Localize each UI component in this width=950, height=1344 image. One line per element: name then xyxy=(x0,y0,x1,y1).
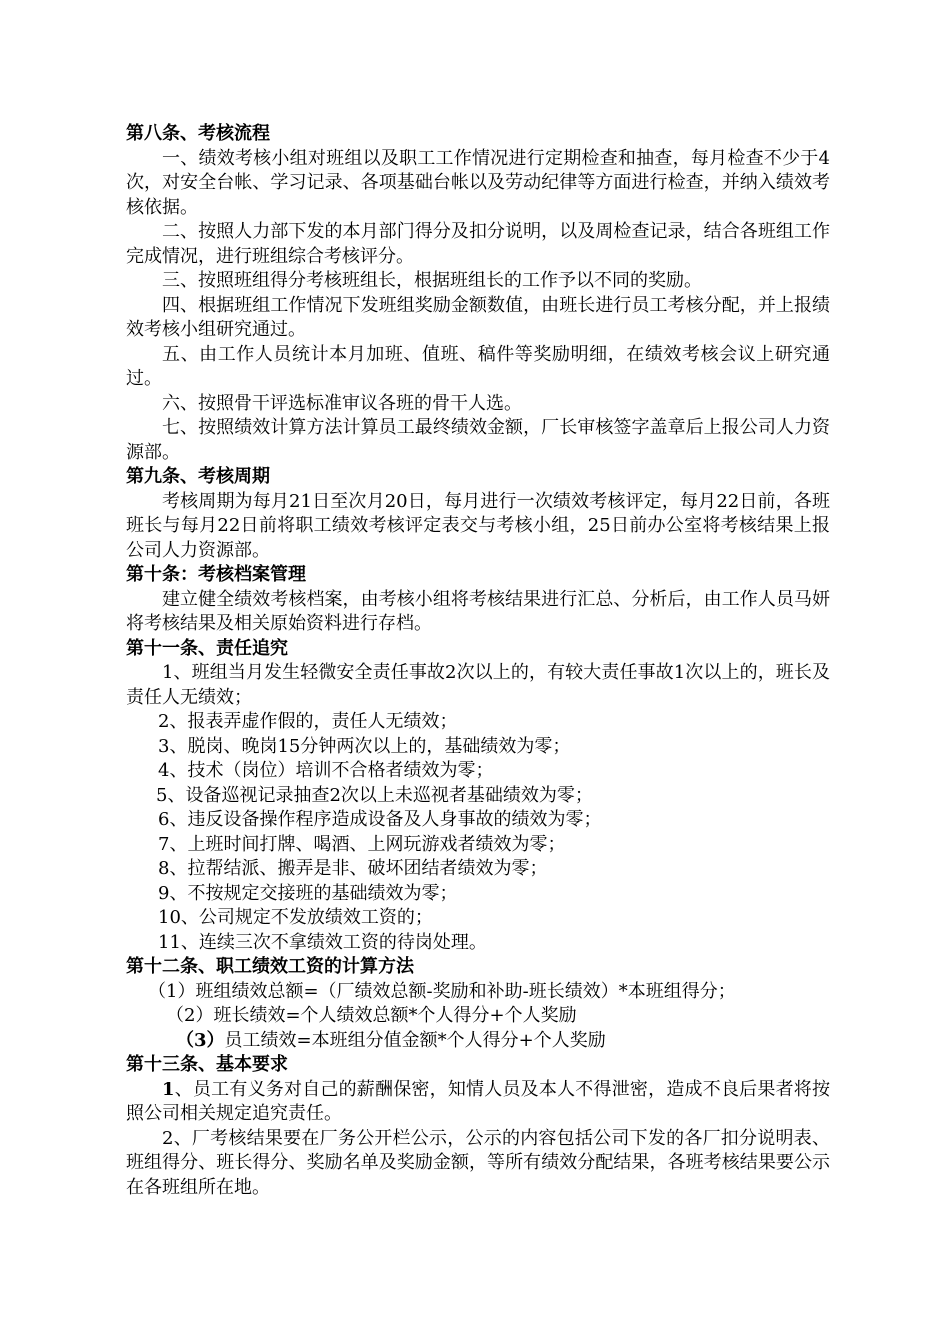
article-8-para-3: 三、按照班组得分考核班组长，根据班组长的工作予以不同的奖励。 xyxy=(162,270,702,291)
article-8-para-4: 四、根据班组工作情况下发班组奖励金额数值，由班长进行员工考核分配，并上报绩效考核小组研究通过。 xyxy=(126,294,830,340)
article-11-item-8: 8、拉帮结派、搬弄是非、破坏团结者绩效为零； xyxy=(158,858,548,879)
article-11-item-2: 2、报表弄虚作假的，责任人无绩效； xyxy=(158,711,458,732)
article-12-formula-3 xyxy=(126,1029,830,1054)
article-9-para-1: 考核周期为每月21日至次月20日，每月进行一次绩效考核评定，每月22日前，各班班长与每月22日前将职工绩效考核评定表交与考核小组，25日前办公室将考核结果上报公司人力资源部。 xyxy=(126,490,830,561)
article-12-formula-3-text: 员工绩效=本班组分值金额*个人得分+个人奖励 xyxy=(224,1029,606,1051)
article-12-formula-3-number: （3） xyxy=(176,1029,225,1051)
article-12-formula-2: （2）班长绩效=个人绩效总额*个人得分+个人奖励 xyxy=(166,1005,577,1026)
article-13-para-1 xyxy=(126,1078,830,1127)
article-11-item-4: 4、技术（岗位）培训不合格者绩效为零； xyxy=(158,760,494,781)
article-11-item-11: 11、连续三次不拿绩效工资的待岗处理。 xyxy=(158,931,487,953)
article-12-heading: 第十二条、职工绩效工资的计算方法 xyxy=(126,956,414,977)
article-11-item-3: 3、脱岗、晚岗15分钟两次以上的，基础绩效为零； xyxy=(158,735,571,757)
article-8-para-7: 七、按照绩效计算方法计算员工最终绩效金额，厂长审核签字盖章后上报公司人力资源部。 xyxy=(126,417,830,463)
article-10-heading: 第十条：考核档案管理 xyxy=(126,564,306,585)
article-11-item-9: 9、不按规定交接班的基础绩效为零； xyxy=(158,882,458,904)
article-13-para-1-number: 1 xyxy=(162,1078,175,1100)
article-11-item-5: 5、设备巡视记录抽查2次以上未巡视者基础绩效为零； xyxy=(156,784,593,806)
article-13-heading: 第十三条、基本要求 xyxy=(126,1054,288,1075)
article-11-item-10: 10、公司规定不发放绩效工资的； xyxy=(158,907,433,928)
article-8-para-2: 二、按照人力部下发的本月部门得分及扣分说明，以及周检查记录，结合各班组工作完成情况，进行班组综合考核评分。 xyxy=(126,221,830,267)
article-10-para-1: 建立健全绩效考核档案，由考核小组将考核结果进行汇总、分析后，由工作人员马妍将考核结果及相关原始资料进行存档。 xyxy=(126,588,830,634)
article-9-heading: 第九条、考核周期 xyxy=(126,466,270,487)
article-12-formula-1: （1）班组绩效总额=（厂绩效总额-奖励和补助-班长绩效）*本班组得分； xyxy=(148,980,736,1002)
article-8-heading: 第八条、考核流程 xyxy=(126,123,270,144)
article-11-item-1: 1、班组当月发生轻微安全责任事故2次以上的，有较大责任事故1次以上的，班长及责任人无绩效； xyxy=(126,662,830,708)
article-8-para-1: 一、绩效考核小组对班组以及职工工作情况进行定期检查和抽查，每月检查不少于4次，对安全台帐、学习记录、各项基础台帐以及劳动纪律等方面进行检查，并纳入绩效考核依据。 xyxy=(126,147,830,218)
article-13-para-1-text: 、员工有义务对自己的薪酬保密，知情人员及本人不得泄密，造成不良后果者将按照公司相关规定追究责任。 xyxy=(126,1078,830,1124)
article-11-heading: 第十一条、责任追究 xyxy=(126,637,288,659)
article-8-para-5: 五、由工作人员统计本月加班、值班、稿件等奖励明细，在绩效考核会议上研究通过。 xyxy=(126,343,830,389)
article-8-para-6: 六、按照骨干评选标准审议各班的骨干人选。 xyxy=(162,392,522,414)
article-11-item-7: 7、上班时间打牌、喝酒、上网玩游戏者绩效为零； xyxy=(158,833,566,855)
article-13-para-2: 2、厂考核结果要在厂务公开栏公示，公示的内容包括公司下发的各厂扣分说明表、班组得分、班长得分、奖励名单及奖励金额，等所有绩效分配结果，各班考核结果要公示在各班组所在地。 xyxy=(126,1127,830,1198)
article-11-item-6: 6、违反设备操作程序造成设备及人身事故的绩效为零； xyxy=(158,809,602,830)
